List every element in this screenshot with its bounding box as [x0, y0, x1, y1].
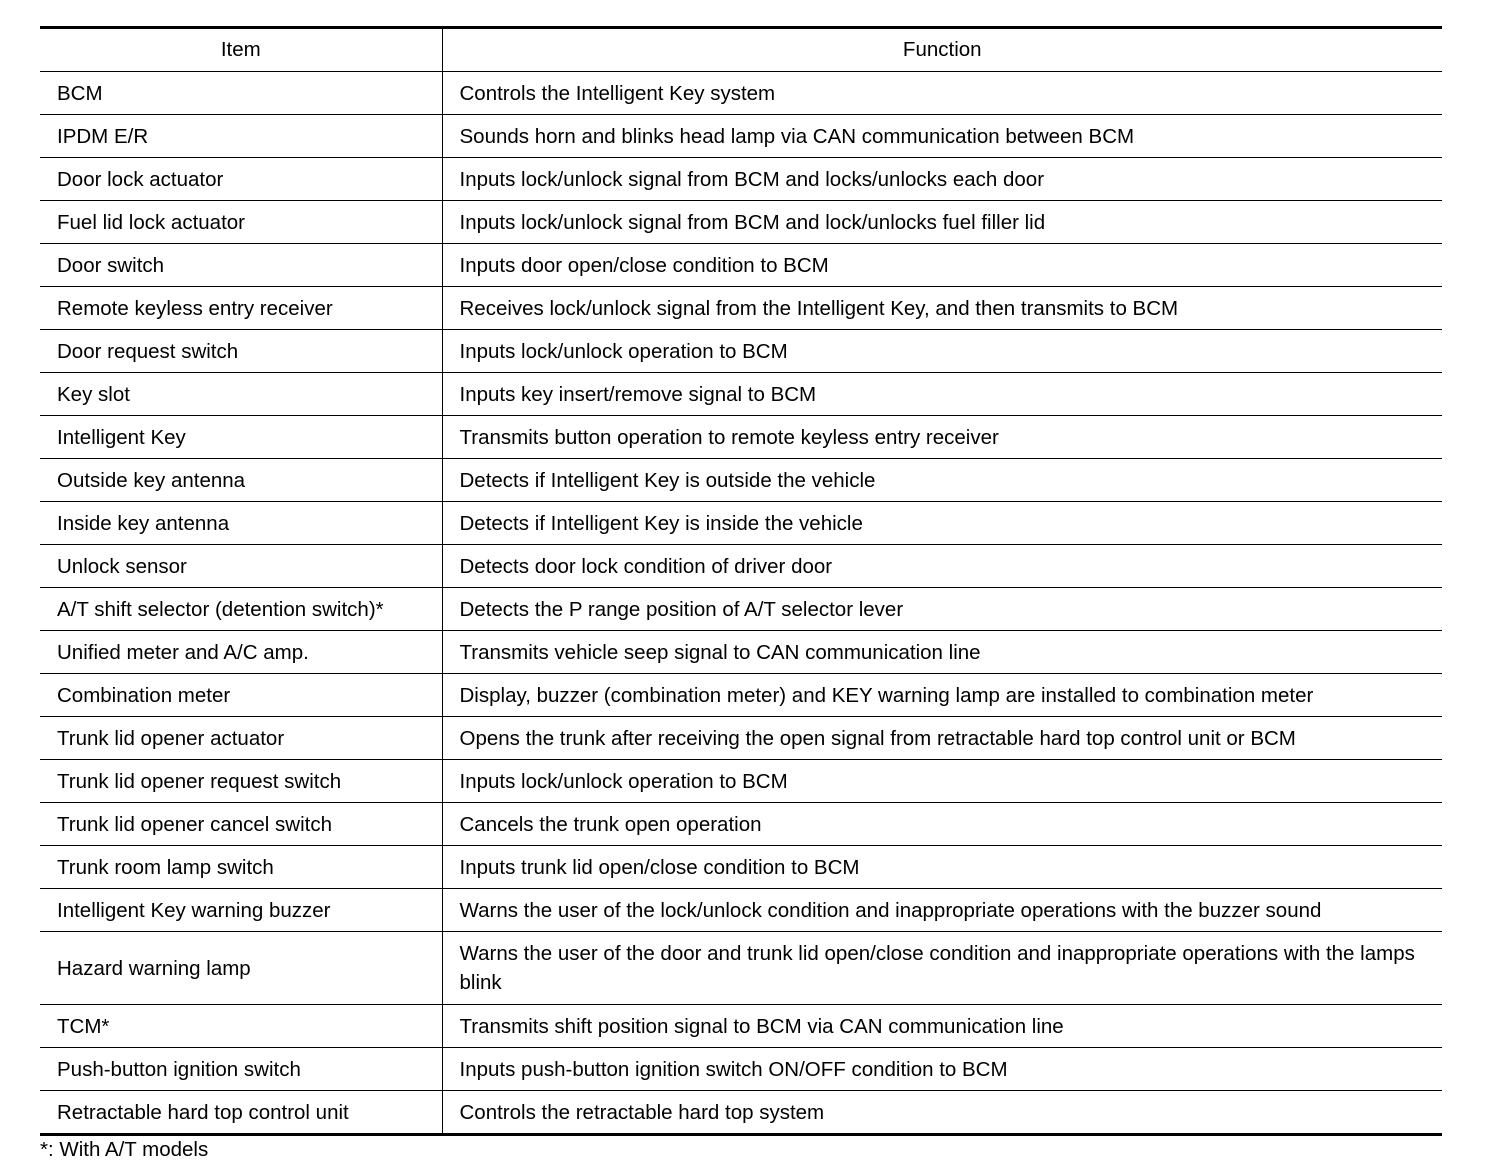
function-cell: Receives lock/unlock signal from the Intelligent Key, and then transmits to BCM: [442, 287, 1442, 330]
table-row: [40, 330, 1442, 373]
table-row: [40, 115, 1442, 158]
function-cell: Detects if Intelligent Key is outside the vehicle: [442, 459, 1442, 502]
function-cell: Controls the Intelligent Key system: [442, 72, 1442, 115]
function-cell: Detects if Intelligent Key is inside the vehicle: [442, 502, 1442, 545]
item-cell: A/T shift selector (detention switch)*: [40, 588, 442, 631]
function-cell: Inputs lock/unlock signal from BCM and locks/unlocks each door: [442, 158, 1442, 201]
function-cell: Transmits vehicle seep signal to CAN communication line: [442, 631, 1442, 674]
item-cell: Fuel lid lock actuator: [40, 201, 442, 244]
function-cell: Transmits button operation to remote keyless entry receiver: [442, 416, 1442, 459]
function-cell: Detects door lock condition of driver door: [442, 545, 1442, 588]
table-row: [40, 416, 1442, 459]
function-cell: Controls the retractable hard top system: [442, 1091, 1442, 1135]
item-cell: Intelligent Key: [40, 416, 442, 459]
item-cell: TCM*: [40, 1005, 442, 1048]
component-function-table: [40, 26, 1442, 1136]
header-function: Function: [442, 28, 1442, 72]
table-row: [40, 674, 1442, 717]
table-row: [40, 201, 1442, 244]
item-cell: Door request switch: [40, 330, 442, 373]
table-row: [40, 803, 1442, 846]
table-row: [40, 932, 1442, 1005]
function-cell: Warns the user of the door and trunk lid open/close condition and inappropriate operations with the lamps blink: [442, 932, 1442, 1005]
item-cell: Door lock actuator: [40, 158, 442, 201]
table-row: [40, 244, 1442, 287]
function-cell: Detects the P range position of A/T selector lever: [442, 588, 1442, 631]
function-cell: Inputs lock/unlock signal from BCM and lock/unlocks fuel filler lid: [442, 201, 1442, 244]
table-row: [40, 373, 1442, 416]
item-cell: Unlock sensor: [40, 545, 442, 588]
item-cell: Combination meter: [40, 674, 442, 717]
function-cell: Sounds horn and blinks head lamp via CAN communication between BCM: [442, 115, 1442, 158]
table-row: [40, 760, 1442, 803]
function-cell: Inputs door open/close condition to BCM: [442, 244, 1442, 287]
table-row: [40, 1048, 1442, 1091]
table-row: [40, 502, 1442, 545]
function-cell: Inputs lock/unlock operation to BCM: [442, 760, 1442, 803]
item-cell: Trunk lid opener cancel switch: [40, 803, 442, 846]
item-cell: Outside key antenna: [40, 459, 442, 502]
item-cell: Trunk lid opener request switch: [40, 760, 442, 803]
function-cell: Display, buzzer (combination meter) and KEY warning lamp are installed to combination meter: [442, 674, 1442, 717]
item-cell: Retractable hard top control unit: [40, 1091, 442, 1135]
function-cell: Inputs key insert/remove signal to BCM: [442, 373, 1442, 416]
table-row: [40, 287, 1442, 330]
table-row: [40, 631, 1442, 674]
item-cell: Unified meter and A/C amp.: [40, 631, 442, 674]
item-cell: IPDM E/R: [40, 115, 442, 158]
table-row: [40, 717, 1442, 760]
table-row: [40, 459, 1442, 502]
table-row: [40, 72, 1442, 115]
item-cell: Intelligent Key warning buzzer: [40, 889, 442, 932]
item-cell: Trunk room lamp switch: [40, 846, 442, 889]
item-cell: Hazard warning lamp: [40, 932, 442, 1005]
function-cell: Opens the trunk after receiving the open signal from retractable hard top control unit or BCM: [442, 717, 1442, 760]
table-row: [40, 889, 1442, 932]
function-cell: Inputs trunk lid open/close condition to BCM: [442, 846, 1442, 889]
table-body: [40, 72, 1442, 1135]
table-row: [40, 1091, 1442, 1135]
table-row: [40, 545, 1442, 588]
footnote: *: With A/T models: [40, 1138, 209, 1161]
item-cell: Key slot: [40, 373, 442, 416]
table-row: [40, 846, 1442, 889]
item-cell: Door switch: [40, 244, 442, 287]
item-cell: Trunk lid opener actuator: [40, 717, 442, 760]
table-row: [40, 1005, 1442, 1048]
table-row: [40, 588, 1442, 631]
table-header-row: [40, 28, 1442, 72]
header-item: Item: [40, 28, 442, 72]
function-cell: Warns the user of the lock/unlock condition and inappropriate operations with the buzzer sound: [442, 889, 1442, 932]
item-cell: Push-button ignition switch: [40, 1048, 442, 1091]
item-cell: Inside key antenna: [40, 502, 442, 545]
item-cell: BCM: [40, 72, 442, 115]
item-cell: Remote keyless entry receiver: [40, 287, 442, 330]
function-cell: Inputs push-button ignition switch ON/OFF condition to BCM: [442, 1048, 1442, 1091]
function-cell: Transmits shift position signal to BCM via CAN communication line: [442, 1005, 1442, 1048]
function-cell: Inputs lock/unlock operation to BCM: [442, 330, 1442, 373]
function-cell: Cancels the trunk open operation: [442, 803, 1442, 846]
table-row: [40, 158, 1442, 201]
